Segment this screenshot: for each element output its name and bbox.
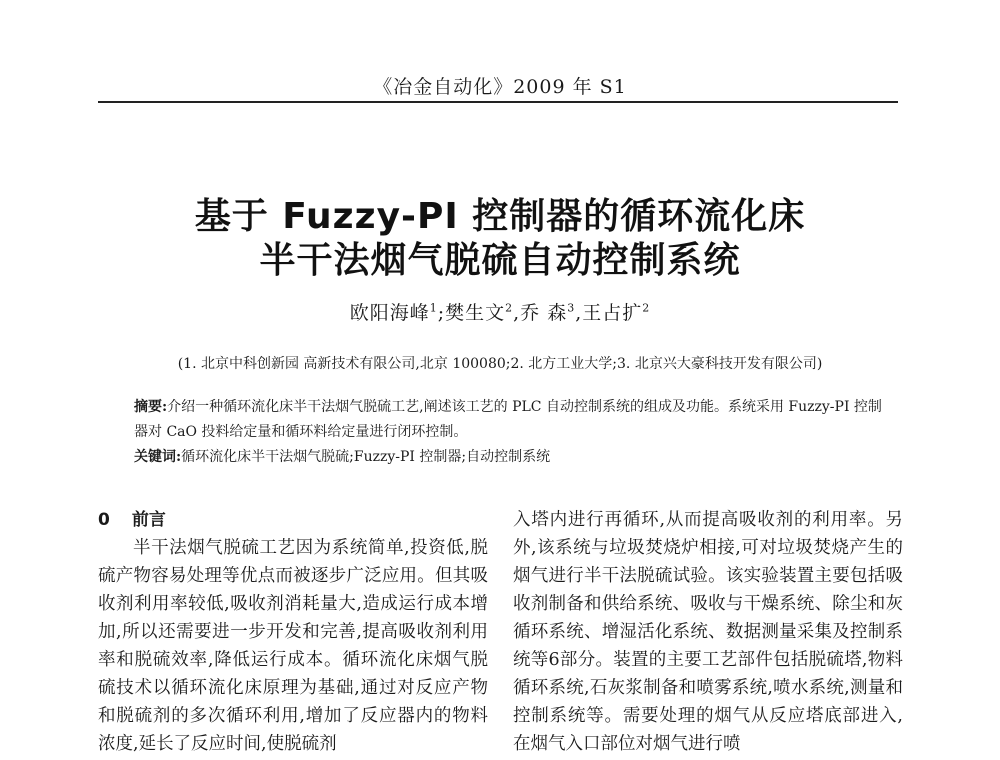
abstract-label: 摘要: bbox=[134, 399, 168, 415]
author-affil-mark: 3 bbox=[567, 301, 576, 315]
paper-title-line2: 半干法烟气脱硫自动控制系统 bbox=[259, 240, 741, 281]
header-rule bbox=[98, 101, 898, 103]
author-affil-mark: 1 bbox=[429, 301, 438, 315]
author-affil-mark: 2 bbox=[642, 301, 651, 315]
column-right bbox=[513, 506, 903, 758]
author-name: 樊生文 bbox=[445, 302, 506, 324]
column-left bbox=[98, 506, 488, 758]
author-name: 王占扩 bbox=[582, 302, 643, 324]
body-paragraph: 入塔内进行再循环,从而提高吸收剂的利用率。另外,该系统与垃圾焚烧炉相接,可对垃圾焚烧产生的烟气进行半干法脱硫试验。该实验装置主要包括吸收剂制备和供给系统、吸收与干燥系统、除尘和灰循环系统、增湿活化系统、数据测量采集及控制系统等6部分。装置的主要工艺部件包括脱硫塔,物料循环系统,石灰浆制备和喷雾系统,喷水系统,测量和控制系统等。需要处理的烟气从反应塔底部进入,在烟气入口部位对烟气进行喷 bbox=[513, 510, 903, 754]
keywords-text: 循环流化床半干法烟气脱硫;Fuzzy-PI 控制器;自动控制系统 bbox=[181, 449, 551, 465]
author-list: 欧阳海峰$^1$;樊生文$^2$,乔 森$^3$,王占扩$^2$ bbox=[349, 301, 651, 324]
running-head: 《冶金自动化》2009 年 S1 bbox=[373, 76, 627, 98]
section-heading bbox=[98, 506, 488, 534]
keywords bbox=[134, 445, 894, 470]
section-title: 前言 bbox=[131, 510, 166, 530]
abstract bbox=[134, 395, 894, 445]
affiliations: (1. 北京中科创新园 高新技术有限公司,北京 100080;2. 北方工业大学;3. 北京兴大豪科技开发有限公司) bbox=[177, 356, 823, 372]
section-number: 0 bbox=[98, 510, 110, 530]
abstract-text: 介绍一种循环流化床半干法烟气脱硫工艺,阐述该工艺的 PLC 自动控制系统的组成及功能。系统采用 Fuzzy-PI 控制器对 CaO 投料给定量和循环料给定量进行闭环控制。 bbox=[134, 399, 882, 440]
keywords-label: 关键词: bbox=[134, 449, 182, 465]
paper-title-line1: 基于 Fuzzy-PI 控制器的循环流化床 bbox=[194, 196, 806, 237]
body-paragraph: 半干法烟气脱硫工艺因为系统简单,投资低,脱硫产物容易处理等优点而被逐步广泛应用。但其吸收剂利用率较低,吸收剂消耗量大,造成运行成本增加,所以还需要进一步开发和完善,提高吸收剂利用率和脱硫效率,降低运行成本。循环流化床烟气脱硫技术以循环流化床原理为基础,通过对反应产物和脱硫剂的多次循环利用,增加了反应器内的物料浓度,延长了反应时间,使脱硫剂 bbox=[98, 538, 488, 754]
author-name: 乔 森 bbox=[520, 302, 568, 324]
author-name: 欧阳海峰 bbox=[349, 302, 430, 324]
author-affil-mark: 2 bbox=[505, 301, 514, 315]
